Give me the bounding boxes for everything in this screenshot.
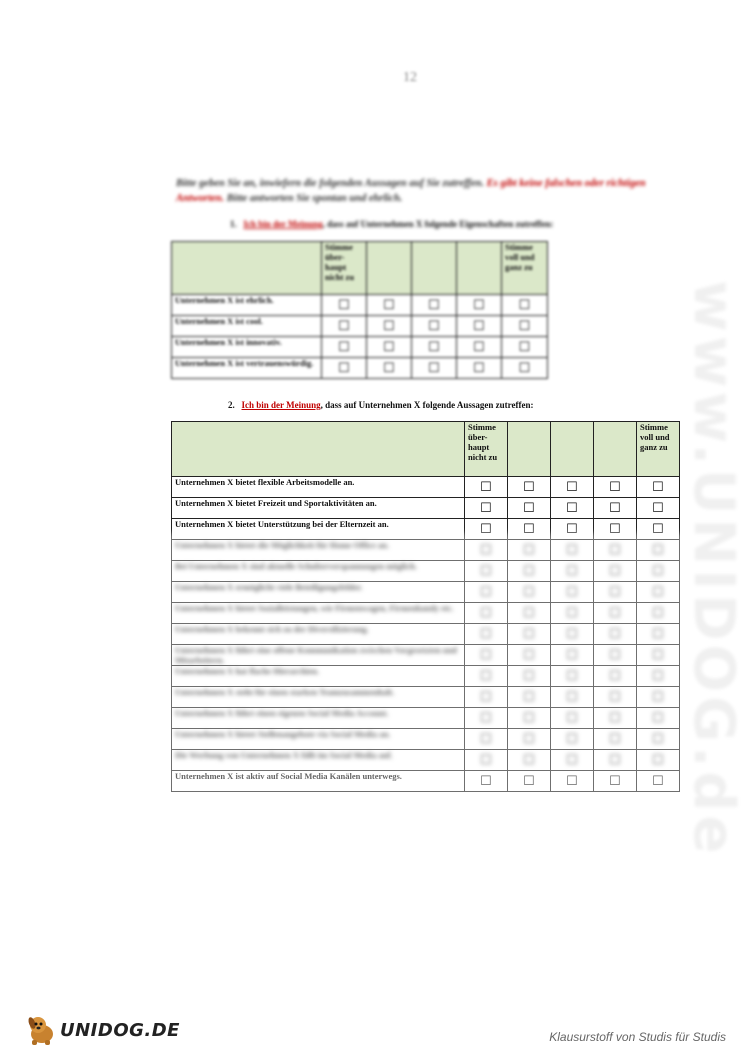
statement-label: Unternehmen X bekennt sich zu der Diversifizierung. <box>172 624 465 645</box>
rating-checkbox-4[interactable]: ☐ <box>594 750 637 771</box>
rating-checkbox-2[interactable]: ☐ <box>508 771 551 792</box>
table-row <box>172 358 548 379</box>
intro-text <box>176 176 676 206</box>
rating-checkbox-1[interactable]: ☐ <box>322 337 367 358</box>
statement-label: Unternehmen X bietet Stellenangebote via Social Media an. <box>172 729 465 750</box>
statement-label: Unternehmen X führt einen eigenen Social Media Account. <box>172 708 465 729</box>
rating-checkbox-1[interactable]: ☐ <box>465 603 508 624</box>
table-row <box>172 561 680 582</box>
dog-logo-icon <box>24 1014 58 1046</box>
rating-checkbox-2[interactable]: ☐ <box>508 645 551 666</box>
header-scale-4 <box>594 422 637 477</box>
statement-label: Unternehmen X bietet die Möglichkeit für Home Office an. <box>172 540 465 561</box>
rating-checkbox-2[interactable]: ☐ <box>508 477 551 498</box>
rating-checkbox-2[interactable]: ☐ <box>508 603 551 624</box>
question-1-highlight: Ich bin der Meinung <box>243 219 323 229</box>
question-2-header-row <box>172 422 680 477</box>
header-statement <box>172 422 465 477</box>
rating-checkbox-3[interactable]: ☐ <box>551 603 594 624</box>
rating-checkbox-3[interactable]: ☐ <box>412 358 457 379</box>
header-scale-4 <box>457 242 502 295</box>
rating-checkbox-4[interactable]: ☐ <box>594 645 637 666</box>
rating-checkbox-2[interactable]: ☐ <box>508 519 551 540</box>
rating-checkbox-2[interactable]: ☐ <box>508 561 551 582</box>
rating-checkbox-5[interactable]: ☐ <box>637 645 680 666</box>
rating-checkbox-4[interactable]: ☐ <box>457 295 502 316</box>
table-row <box>172 477 680 498</box>
table-row <box>172 603 680 624</box>
statement-label: Die Werbung von Unternehmen X fällt im Social Media auf. <box>172 750 465 771</box>
rating-checkbox-5[interactable]: ☐ <box>637 729 680 750</box>
statement-label: Unternehmen X ist cool. <box>172 316 322 337</box>
table-row <box>172 771 680 792</box>
rating-checkbox-3[interactable]: ☐ <box>551 519 594 540</box>
rating-checkbox-2[interactable]: ☐ <box>367 295 412 316</box>
rating-checkbox-1[interactable]: ☐ <box>465 498 508 519</box>
header-statement <box>172 242 322 295</box>
rating-checkbox-3[interactable]: ☐ <box>551 750 594 771</box>
statement-label: Unternehmen X bietet flexible Arbeitsmodelle an. <box>172 477 465 498</box>
rating-checkbox-5[interactable]: ☐ <box>637 624 680 645</box>
rating-checkbox-3[interactable]: ☐ <box>551 645 594 666</box>
rating-checkbox-2[interactable]: ☐ <box>508 624 551 645</box>
rating-checkbox-2[interactable]: ☐ <box>508 666 551 687</box>
rating-checkbox-2[interactable]: ☐ <box>508 750 551 771</box>
statement-label: Unternehmen X ermöglicht viele Beteiligungsfelder. <box>172 582 465 603</box>
rating-checkbox-1[interactable]: ☐ <box>465 708 508 729</box>
watermark: www.UNIDOG.de <box>681 280 746 858</box>
rating-checkbox-5[interactable]: ☐ <box>637 603 680 624</box>
rating-checkbox-2[interactable]: ☐ <box>508 498 551 519</box>
rating-checkbox-4[interactable]: ☐ <box>594 498 637 519</box>
header-scale-2 <box>367 242 412 295</box>
question-2-title <box>228 400 533 410</box>
statement-label: Unternehmen X steht für einen starken Teamzusammenhalt. <box>172 687 465 708</box>
rating-checkbox-1[interactable]: ☐ <box>322 358 367 379</box>
header-scale-3 <box>412 242 457 295</box>
table-row <box>172 666 680 687</box>
rating-checkbox-4[interactable]: ☐ <box>594 561 637 582</box>
rating-checkbox-1[interactable]: ☐ <box>465 561 508 582</box>
question-2-rows <box>172 477 680 792</box>
rating-checkbox-5[interactable]: ☐ <box>637 519 680 540</box>
statement-label: Unternehmen X bietet Freizeit und Sportaktivitäten an. <box>172 498 465 519</box>
table-row <box>172 624 680 645</box>
table-row <box>172 729 680 750</box>
question-1-rows <box>172 295 548 379</box>
rating-checkbox-1[interactable]: ☐ <box>465 477 508 498</box>
rating-checkbox-5[interactable]: ☐ <box>637 666 680 687</box>
rating-checkbox-1[interactable]: ☐ <box>465 687 508 708</box>
rating-checkbox-4[interactable]: ☐ <box>594 708 637 729</box>
rating-checkbox-4[interactable]: ☐ <box>457 358 502 379</box>
rating-checkbox-1[interactable]: ☐ <box>465 666 508 687</box>
intro-main: Bitte geben Sie an, inwiefern die folgenden Aussagen auf Sie zutreffen. <box>176 178 485 189</box>
rating-checkbox-3[interactable]: ☐ <box>551 561 594 582</box>
rating-checkbox-5[interactable]: ☐ <box>637 561 680 582</box>
rating-checkbox-2[interactable]: ☐ <box>508 540 551 561</box>
rating-checkbox-5[interactable]: ☐ <box>502 358 548 379</box>
question-1-header-row <box>172 242 548 295</box>
rating-checkbox-1[interactable]: ☐ <box>465 519 508 540</box>
rating-checkbox-1[interactable]: ☐ <box>322 295 367 316</box>
rating-checkbox-1[interactable]: ☐ <box>322 316 367 337</box>
statement-label: Unternehmen X ist ehrlich. <box>172 295 322 316</box>
rating-checkbox-4[interactable]: ☐ <box>457 316 502 337</box>
statement-label: Unternehmen X ist vertrauenswürdig. <box>172 358 322 379</box>
rating-checkbox-5[interactable]: ☐ <box>502 337 548 358</box>
table-row <box>172 645 680 666</box>
rating-checkbox-4[interactable]: ☐ <box>594 603 637 624</box>
rating-checkbox-1[interactable]: ☐ <box>465 540 508 561</box>
rating-checkbox-1[interactable]: ☐ <box>465 729 508 750</box>
rating-checkbox-2[interactable]: ☐ <box>508 708 551 729</box>
rating-checkbox-4[interactable]: ☐ <box>594 729 637 750</box>
rating-checkbox-2[interactable]: ☐ <box>367 358 412 379</box>
rating-checkbox-5[interactable]: ☐ <box>637 771 680 792</box>
header-scale-5: Stimme voll und ganz zu <box>502 242 548 295</box>
rating-checkbox-2[interactable]: ☐ <box>367 337 412 358</box>
statement-label: Bei Unternehmen X sind aktuelle Schulterverspannungen möglich. <box>172 561 465 582</box>
header-scale-1: Stimme über-haupt nicht zu <box>465 422 508 477</box>
rating-checkbox-5[interactable]: ☐ <box>637 687 680 708</box>
header-scale-3 <box>551 422 594 477</box>
rating-checkbox-5[interactable]: ☐ <box>502 316 548 337</box>
question-1-number: 1. <box>230 219 237 229</box>
table-row <box>172 337 548 358</box>
rating-checkbox-3[interactable]: ☐ <box>412 316 457 337</box>
rating-checkbox-3[interactable]: ☐ <box>551 666 594 687</box>
logo-text: UNIDOG.DE <box>60 1019 180 1041</box>
question-2-rest: , dass auf Unternehmen X folgende Aussagen zutreffen: <box>320 400 534 410</box>
table-row <box>172 540 680 561</box>
table-row <box>172 687 680 708</box>
rating-checkbox-4[interactable]: ☐ <box>594 771 637 792</box>
header-scale-1: Stimme über-haupt nicht zu <box>322 242 367 295</box>
statement-label: Unternehmen X führt eine offene Kommunikation zwischen Vorgesetzten und Mitarbeitern. <box>172 645 465 666</box>
rating-checkbox-3[interactable]: ☐ <box>551 729 594 750</box>
rating-checkbox-4[interactable]: ☐ <box>594 477 637 498</box>
table-row <box>172 750 680 771</box>
statement-label: Unternehmen X ist innovativ. <box>172 337 322 358</box>
rating-checkbox-5[interactable]: ☐ <box>637 582 680 603</box>
question-1-rest: , dass auf Unternehmen X folgende Eigenschaften zutreffen: <box>322 219 554 229</box>
table-row <box>172 582 680 603</box>
rating-checkbox-3[interactable]: ☐ <box>412 337 457 358</box>
rating-checkbox-5[interactable]: ☐ <box>637 540 680 561</box>
table-row <box>172 519 680 540</box>
rating-checkbox-4[interactable]: ☐ <box>594 666 637 687</box>
statement-label: Unternehmen X hat flache Hierarchien. <box>172 666 465 687</box>
table-row <box>172 295 548 316</box>
statement-label: Unternehmen X bietet Unterstützung bei der Elternzeit an. <box>172 519 465 540</box>
rating-checkbox-1[interactable]: ☐ <box>465 582 508 603</box>
rating-checkbox-3[interactable]: ☐ <box>551 771 594 792</box>
unidog-logo <box>24 1014 180 1046</box>
footer-tagline: Klausurstoff von Studis für Studis <box>549 1030 726 1044</box>
table-row <box>172 498 680 519</box>
question-2-table <box>171 421 680 792</box>
rating-checkbox-5[interactable]: ☐ <box>637 498 680 519</box>
question-1-title <box>230 219 553 229</box>
rating-checkbox-4[interactable]: ☐ <box>594 540 637 561</box>
rating-checkbox-4[interactable]: ☐ <box>457 337 502 358</box>
rating-checkbox-3[interactable]: ☐ <box>412 295 457 316</box>
rating-checkbox-5[interactable]: ☐ <box>502 295 548 316</box>
rating-checkbox-3[interactable]: ☐ <box>551 687 594 708</box>
rating-checkbox-2[interactable]: ☐ <box>367 316 412 337</box>
rating-checkbox-4[interactable]: ☐ <box>594 582 637 603</box>
rating-checkbox-3[interactable]: ☐ <box>551 582 594 603</box>
rating-checkbox-3[interactable]: ☐ <box>551 498 594 519</box>
intro-red: Es gibt keine falschen oder richtigen Antworten. <box>176 178 646 204</box>
question-2-highlight: Ich bin der Meinung <box>241 400 321 410</box>
rating-checkbox-5[interactable]: ☐ <box>637 477 680 498</box>
rating-checkbox-4[interactable]: ☐ <box>594 624 637 645</box>
rating-checkbox-2[interactable]: ☐ <box>508 687 551 708</box>
rating-checkbox-3[interactable]: ☐ <box>551 624 594 645</box>
rating-checkbox-1[interactable]: ☐ <box>465 771 508 792</box>
rating-checkbox-1[interactable]: ☐ <box>465 750 508 771</box>
intro-tail: Bitte antworten Sie spontan und ehrlich. <box>226 193 403 204</box>
rating-checkbox-4[interactable]: ☐ <box>594 519 637 540</box>
rating-checkbox-3[interactable]: ☐ <box>551 540 594 561</box>
page-number: 12 <box>403 70 417 85</box>
rating-checkbox-2[interactable]: ☐ <box>508 729 551 750</box>
rating-checkbox-4[interactable]: ☐ <box>594 687 637 708</box>
header-scale-2 <box>508 422 551 477</box>
question-2-number: 2. <box>228 400 235 410</box>
rating-checkbox-1[interactable]: ☐ <box>465 645 508 666</box>
rating-checkbox-5[interactable]: ☐ <box>637 750 680 771</box>
rating-checkbox-2[interactable]: ☐ <box>508 582 551 603</box>
header-scale-5: Stimme voll und ganz zu <box>637 422 680 477</box>
question-1-table <box>171 241 548 379</box>
table-row <box>172 708 680 729</box>
table-row <box>172 316 548 337</box>
rating-checkbox-1[interactable]: ☐ <box>465 624 508 645</box>
rating-checkbox-3[interactable]: ☐ <box>551 708 594 729</box>
statement-label: Unternehmen X ist aktiv auf Social Media Kanälen unterwegs. <box>172 771 465 792</box>
rating-checkbox-5[interactable]: ☐ <box>637 708 680 729</box>
rating-checkbox-3[interactable]: ☐ <box>551 477 594 498</box>
statement-label: Unternehmen X bietet Sozialleistungen, wie Firmenwagen, Firmenhandy etc. <box>172 603 465 624</box>
